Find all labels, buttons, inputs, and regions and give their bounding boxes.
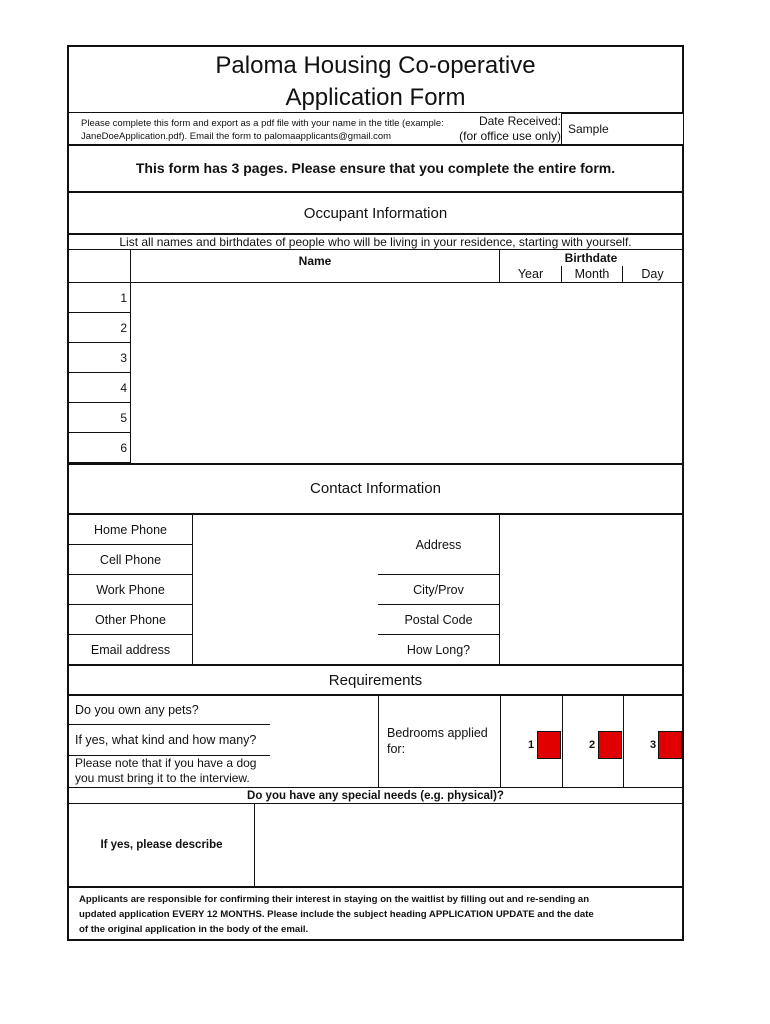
pets-kind-question: If yes, what kind and how many? [75, 733, 257, 747]
bedrooms-label [387, 725, 497, 757]
title-line-2: Application Form [285, 84, 466, 111]
bedroom-option-1-label: 1 [528, 739, 535, 751]
occupant-row-number: 5 [69, 403, 131, 433]
dog-note [75, 756, 375, 786]
occupant-month-input[interactable] [562, 433, 623, 463]
occupant-row-number: 2 [69, 313, 131, 343]
date-received-field[interactable] [561, 113, 684, 145]
address-label: Address [378, 515, 500, 575]
bedroom-1-checkbox[interactable] [537, 731, 561, 759]
pets-kind-input[interactable] [270, 725, 378, 755]
occupant-name-input[interactable] [131, 373, 500, 403]
occupant-row-number: 6 [69, 433, 131, 463]
special-needs-question: Do you have any special needs (e.g. physical)? [247, 789, 504, 802]
home-phone-input[interactable] [193, 515, 378, 545]
occupant-day-input[interactable] [623, 373, 682, 403]
instructions-line-2: JaneDoeApplication.pdf). Email the form to palomaapplicants@gmail.com [81, 131, 392, 142]
year-column-header: Year [500, 266, 562, 283]
row-number-header [69, 250, 131, 283]
address-input-line-2[interactable] [500, 545, 682, 575]
occupant-year-input[interactable] [500, 313, 562, 343]
occupant-year-input[interactable] [500, 283, 562, 313]
title-line-1: Paloma Housing Co-operative [215, 52, 536, 79]
month-column-header: Month [562, 266, 623, 283]
home-phone-label: Home Phone [69, 515, 193, 545]
notice-text: This form has 3 pages. Please ensure that you complete the entire form. [135, 160, 616, 176]
pets-input[interactable] [270, 696, 378, 724]
occupant-name-input[interactable] [131, 433, 500, 463]
occupant-heading: Occupant Information [303, 204, 448, 222]
occupant-day-input[interactable] [623, 313, 682, 343]
bedroom-3-checkbox[interactable] [658, 731, 682, 759]
occupant-month-input[interactable] [562, 403, 623, 433]
date-received-line-2: (for office use only) [459, 129, 561, 143]
other-phone-label: Other Phone [69, 605, 193, 635]
divider [378, 696, 379, 787]
divider [69, 886, 682, 888]
occupant-name-input[interactable] [131, 313, 500, 343]
form-title [69, 50, 682, 114]
bedrooms-line-2: for: [387, 742, 406, 756]
occupant-name-input[interactable] [131, 343, 500, 373]
application-form [67, 45, 684, 941]
footer-line-3: of the original application in the body of the email. [79, 924, 309, 935]
occupant-day-input[interactable] [623, 433, 682, 463]
occupant-row-number: 1 [69, 283, 131, 313]
occupant-year-input[interactable] [500, 403, 562, 433]
occupant-day-input[interactable] [623, 403, 682, 433]
instructions-line-1: Please complete this form and export as a pdf file with your name in the title (example: [81, 118, 444, 129]
footer-note [79, 892, 679, 937]
occupant-month-input[interactable] [562, 313, 623, 343]
footer-line-1: Applicants are responsible for confirming their interest in staying on the waitlist by filling out and re-sending an [79, 894, 590, 905]
how-long-input[interactable] [500, 635, 682, 665]
pets-question: Do you own any pets? [75, 703, 199, 717]
special-needs-description-input[interactable] [254, 804, 682, 886]
other-phone-input[interactable] [193, 605, 378, 635]
occupant-day-input[interactable] [623, 343, 682, 373]
date-received-label [439, 113, 561, 145]
occupant-row-number: 4 [69, 373, 131, 403]
work-phone-input[interactable] [193, 575, 378, 605]
date-received-line-1: Date Received: [478, 114, 561, 128]
bedroom-option-2-label: 2 [589, 739, 596, 751]
cell-phone-label: Cell Phone [69, 545, 193, 575]
divider [623, 696, 624, 787]
how-long-label: How Long? [378, 635, 500, 665]
bedroom-option-3-label: 3 [650, 739, 657, 751]
occupant-year-input[interactable] [500, 433, 562, 463]
email-label: Email address [69, 635, 193, 665]
occupant-month-input[interactable] [562, 373, 623, 403]
city-prov-input[interactable] [500, 575, 682, 605]
city-prov-label: City/Prov [378, 575, 500, 605]
footer-line-2: updated application EVERY 12 MONTHS. Please include the subject heading APPLICATION UPDATE and the date [79, 909, 594, 920]
postal-code-input[interactable] [500, 605, 682, 635]
bedroom-2-checkbox[interactable] [598, 731, 622, 759]
address-input-line-1[interactable] [500, 515, 682, 545]
occupant-year-input[interactable] [500, 373, 562, 403]
occupant-subheading: List all names and birthdates of people who will be living in your residence, starting with yourself. [119, 235, 632, 249]
contact-heading: Contact Information [310, 479, 441, 497]
occupant-month-input[interactable] [562, 343, 623, 373]
occupant-name-input[interactable] [131, 283, 500, 313]
dog-note-line-1: Please note that if you have a dog [75, 756, 257, 770]
occupant-name-input[interactable] [131, 403, 500, 433]
occupant-month-input[interactable] [562, 283, 623, 313]
occupant-year-input[interactable] [500, 343, 562, 373]
divider [562, 696, 563, 787]
requirements-heading: Requirements [328, 671, 423, 689]
occupant-row-number: 3 [69, 343, 131, 373]
day-column-header: Day [623, 266, 682, 283]
postal-code-label: Postal Code [378, 605, 500, 635]
occupant-day-input[interactable] [623, 283, 682, 313]
divider [500, 696, 501, 787]
work-phone-label: Work Phone [69, 575, 193, 605]
name-column-header: Name [131, 250, 500, 283]
email-input[interactable] [193, 635, 378, 665]
birthdate-header: Birthdate [564, 251, 618, 265]
cell-phone-input[interactable] [193, 545, 378, 575]
describe-label: If yes, please describe [100, 839, 223, 851]
date-received-value: Sample [568, 122, 609, 136]
dog-note-line-2: you must bring it to the interview. [75, 771, 250, 785]
bedrooms-line-1: Bedrooms applied [387, 726, 488, 740]
